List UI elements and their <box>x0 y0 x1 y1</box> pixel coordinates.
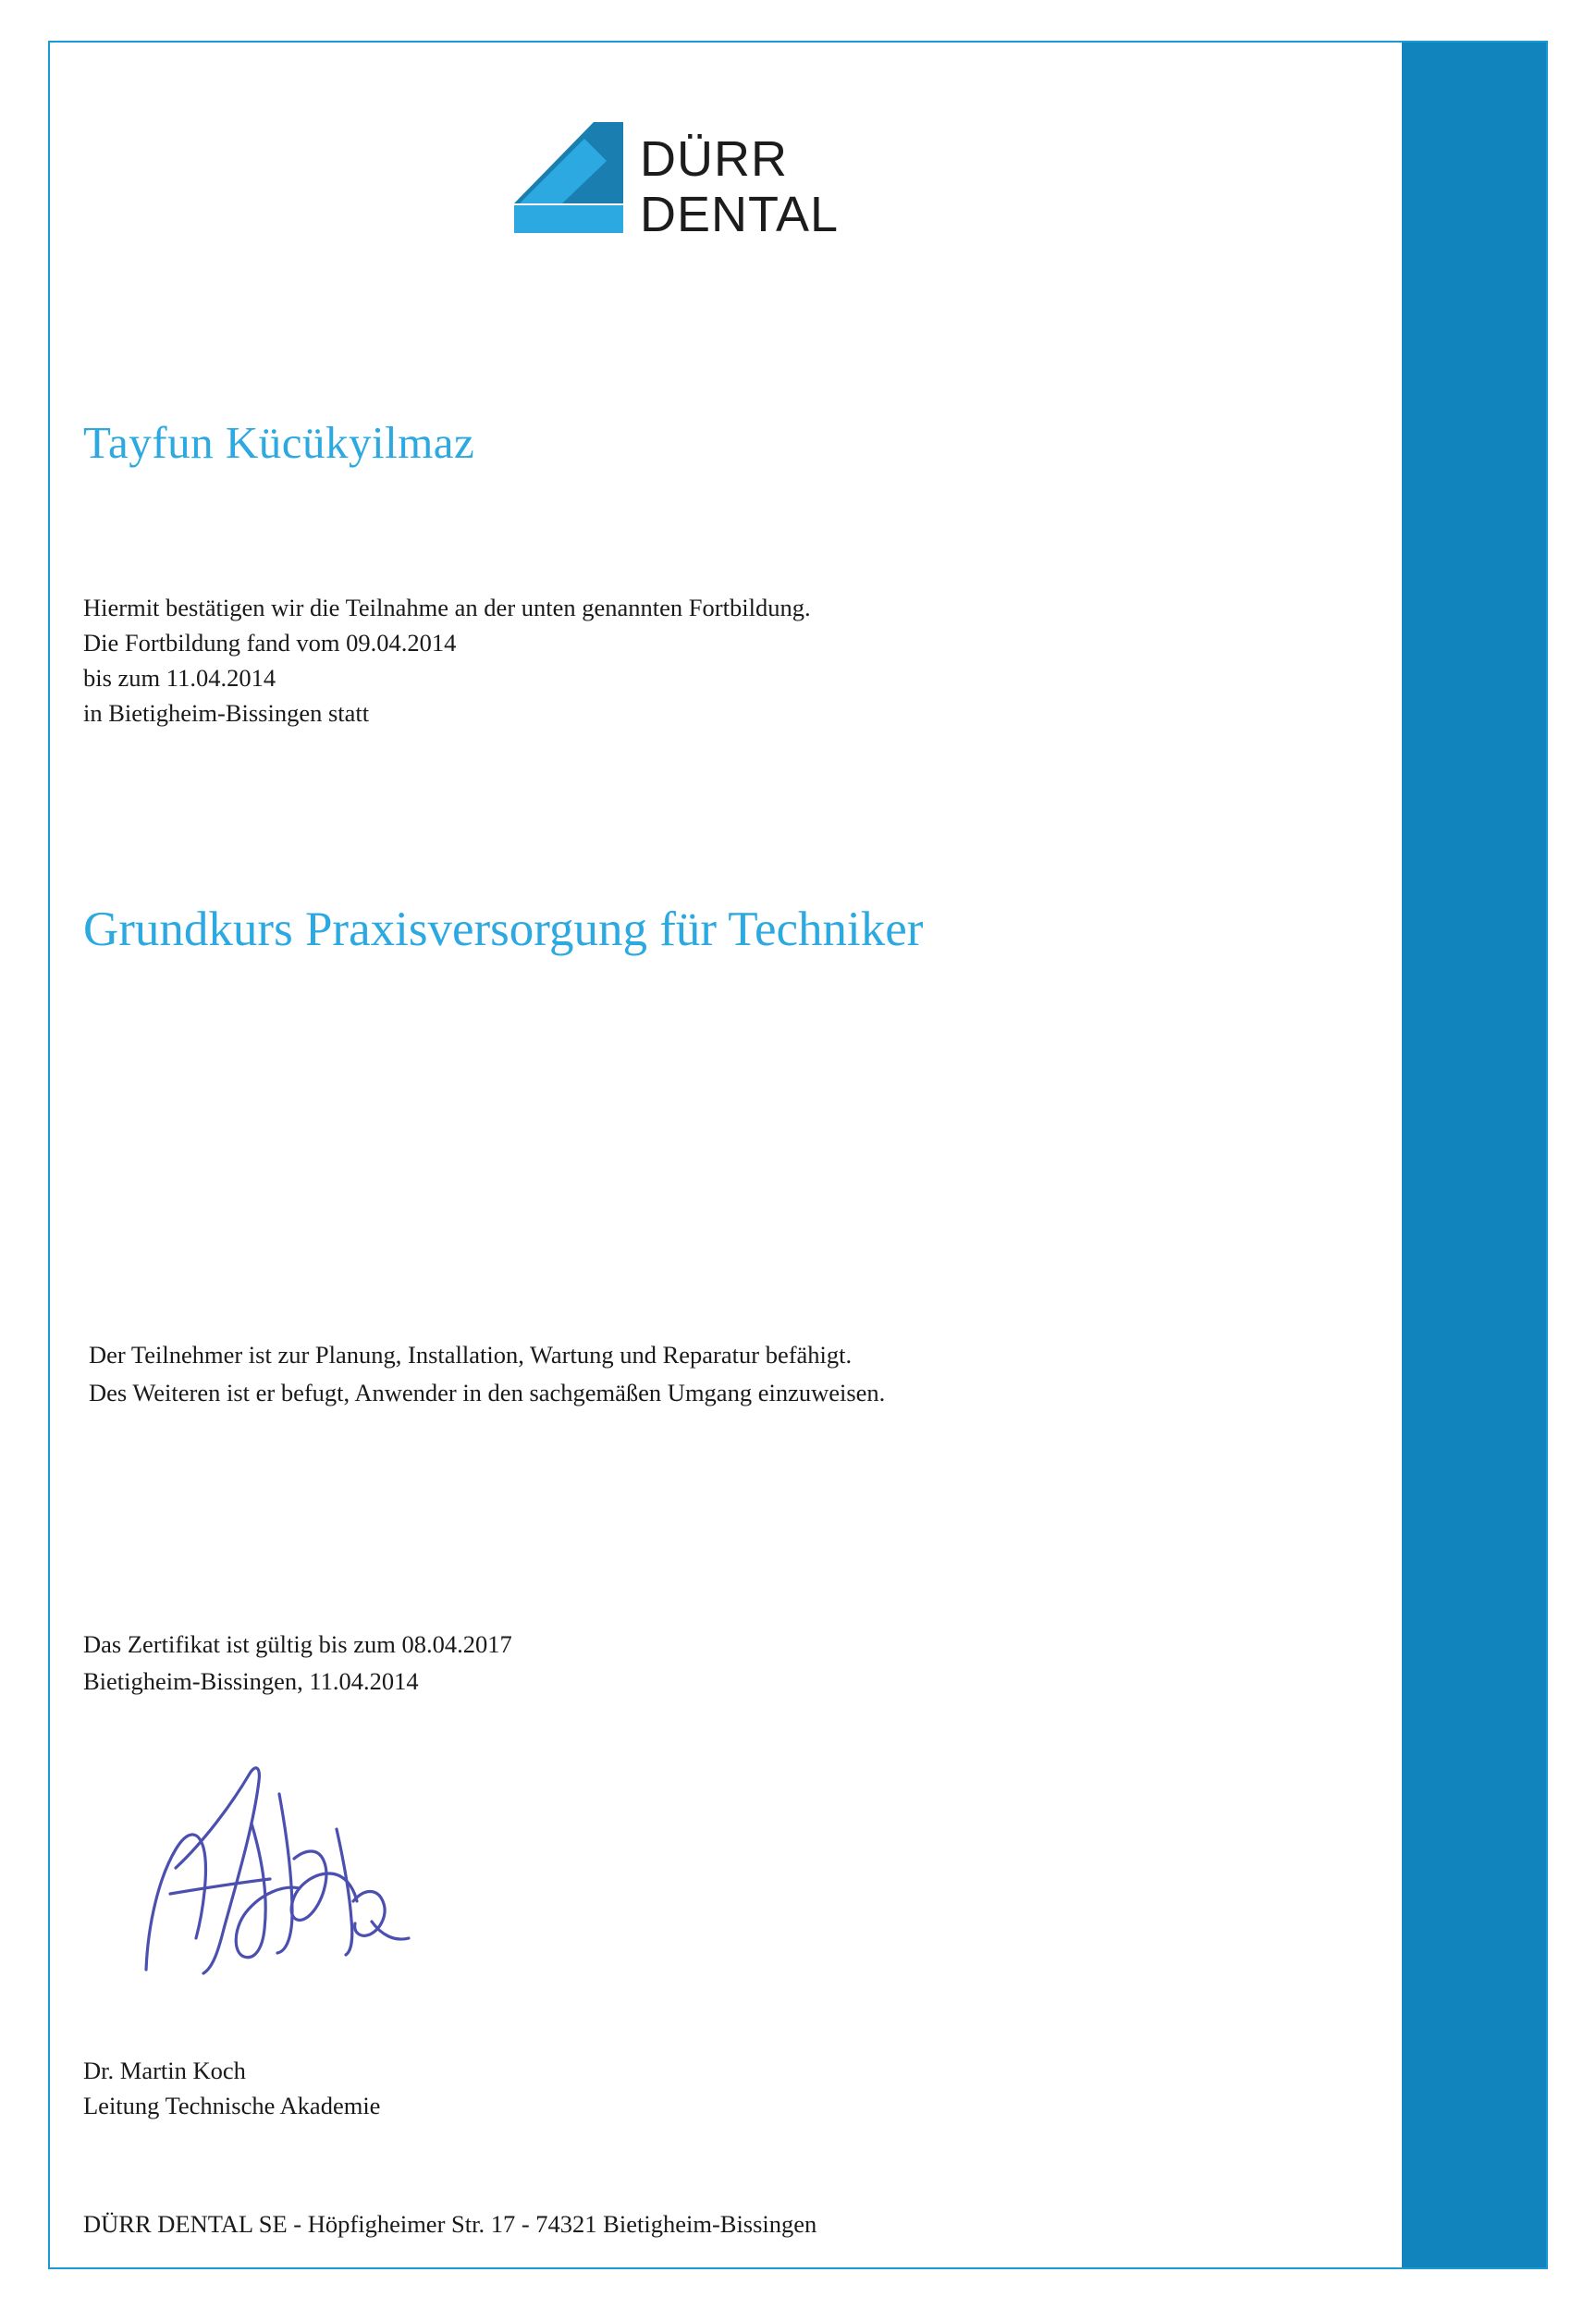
intro-line-1: Hiermit bestätigen wir die Teilnahme an der unten genannten Fortbildung. <box>83 594 811 621</box>
qualification-paragraph <box>89 1336 885 1412</box>
qualification-line-2: Des Weiteren ist er befugt, Anwender in den sachgemäßen Umgang einzuweisen. <box>89 1379 886 1406</box>
signer-role: Leitung Technische Akademie <box>83 2092 381 2119</box>
logo-mark-icon <box>514 122 902 252</box>
intro-paragraph <box>83 590 811 731</box>
intro-line-3: bis zum 11.04.2014 <box>83 664 276 692</box>
signer-block <box>83 2053 380 2123</box>
intro-line-2: Die Fortbildung fand vom 09.04.2014 <box>83 629 457 657</box>
svg-text:DÜRR: DÜRR <box>640 131 788 187</box>
intro-line-4: in Bietigheim-Bissingen statt <box>83 699 370 727</box>
validity-paragraph <box>83 1626 512 1700</box>
right-blue-bar <box>1402 43 1546 2267</box>
durr-dental-logo <box>514 122 902 252</box>
validity-line: Das Zertifikat ist gültig bis zum 08.04.2017 <box>83 1630 512 1658</box>
signer-name: Dr. Martin Koch <box>83 2057 246 2084</box>
signature-image <box>139 1738 453 2007</box>
place-date-line: Bietigheim-Bissingen, 11.04.2014 <box>83 1667 419 1695</box>
participant-name: Tayfun Kücükyilmaz <box>83 417 475 468</box>
svg-text:DENTAL: DENTAL <box>640 187 840 242</box>
course-title: Grundkurs Praxisversorgung für Techniker <box>83 903 924 956</box>
qualification-line-1: Der Teilnehmer ist zur Planung, Installation, Wartung und Reparatur befähigt. <box>89 1341 853 1369</box>
footer-address: DÜRR DENTAL SE - Höpfigheimer Str. 17 - 74321 Bietigheim-Bissingen <box>83 2210 817 2238</box>
